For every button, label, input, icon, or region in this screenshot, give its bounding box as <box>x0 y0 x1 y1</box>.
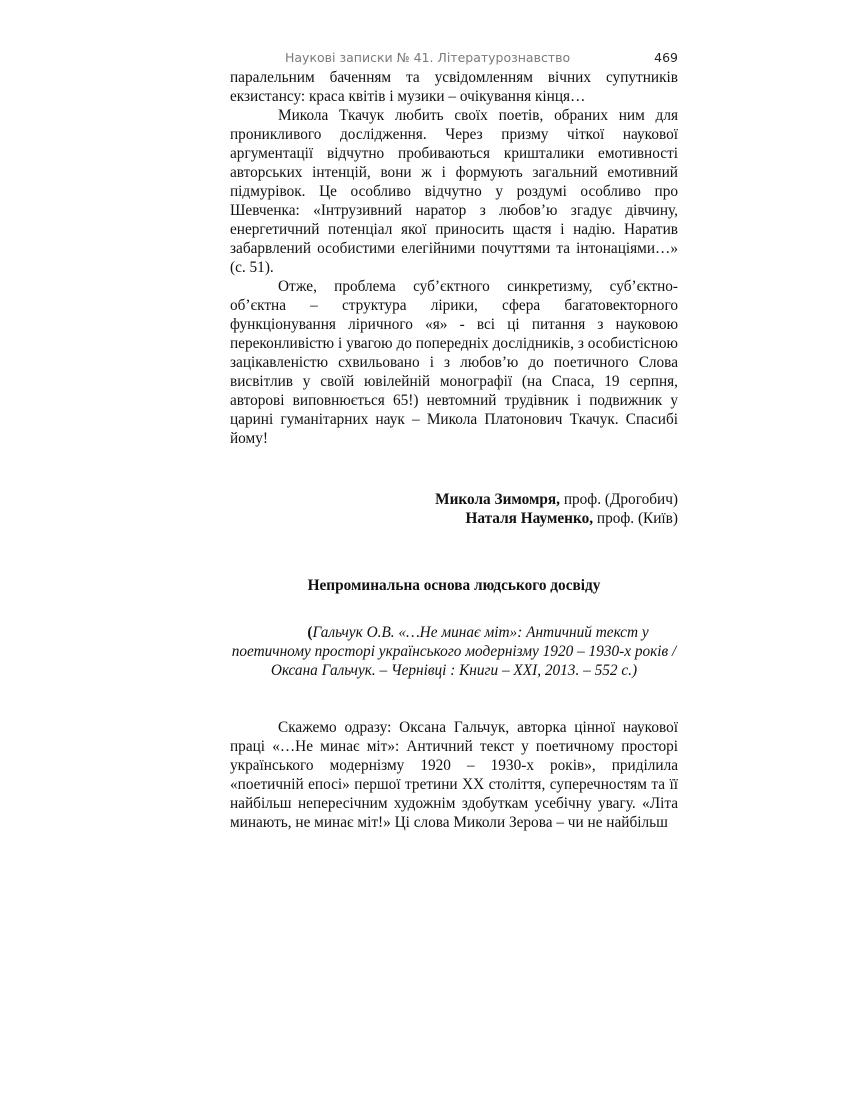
signature-line <box>230 509 678 528</box>
paragraph: паралельним баченням та усвідомленням вічних супутників екзистансу: краса квітів і музики – очікування кінця… <box>230 69 678 105</box>
author-name: Наталя Науменко, <box>465 510 594 527</box>
review-body <box>230 718 678 832</box>
page-number: 469 <box>654 50 678 65</box>
paragraph: Отже, проблема суб’єктного синкретизму, суб’єктно-об’єктна – структура лірики, сфера багатовекторного функціонування ліричного «я» - всі ці питання з науковою переконливістю і увагою до попередніх дослідників, з особистісною зацікавленістю схвильовано і з любов’ю до поетичного Слова висвітлив у своїй ювілейній монографії (на Спаса, 19 серпня, авторові виповнюється 65!) невтомний трудівник і подвижник у царині гуманітарних наук – Микола Платонович Ткачук. Спасибі йому! <box>230 278 678 447</box>
review-title: Непроминальна основа людського досвіду <box>307 577 601 594</box>
author-info: проф. (Київ) <box>593 510 678 527</box>
citation-open-paren: ( <box>307 624 313 641</box>
paragraph: Микола Ткачук любить своїх поетів, обраних ним для проникливого дослідження. Через призму чіткої наукової аргументації відчутно пробиваються кришталики емотивності авторських інтенцій, вони ж і формують загальний емотивний підмурівок. Це особливо відчутно у роздумі особливо про Шевченка: «Інтрузивний наратор з любов’ю згадує дівчину, енергетичний потенціал якої приносить щастя і надію. Наратив забарвлений особистими елегійними почуттями та інтонаціями…» (с. 51). <box>230 107 678 276</box>
signatures <box>230 490 678 528</box>
book-citation <box>230 623 678 680</box>
author-name: Микола Зимомря, <box>435 491 560 508</box>
article-body <box>230 68 678 448</box>
running-title: Наукові записки № 41. Літературознавство <box>285 50 571 65</box>
signature-line <box>230 490 678 509</box>
paragraph: Скажемо одразу: Оксана Гальчук, авторка цінної наукової праці «…Не минає міт»: Античний текст у поетичному просторі українського модернізму 1920 – 1930-х років», приділила «поетичній епосі» першої третини XX століття, суперечностям та її найбільш непересічним художнім здобуткам усебічну увагу. «Літа минають, не минає міт!» Ці слова Миколи Зерова – чи не найбільш <box>230 719 678 831</box>
citation-text: Гальчук О.В. «…Не минає міт»: Античний текст у поетичному просторі українського модернізму 1920 – 1930-х років / Оксана Гальчук. – Чернівці : Книги – XXI, 2013. – 552 с.) <box>231 624 677 679</box>
running-header <box>230 50 678 68</box>
document-page <box>230 50 678 832</box>
author-info: проф. (Дрогобич) <box>560 491 678 508</box>
